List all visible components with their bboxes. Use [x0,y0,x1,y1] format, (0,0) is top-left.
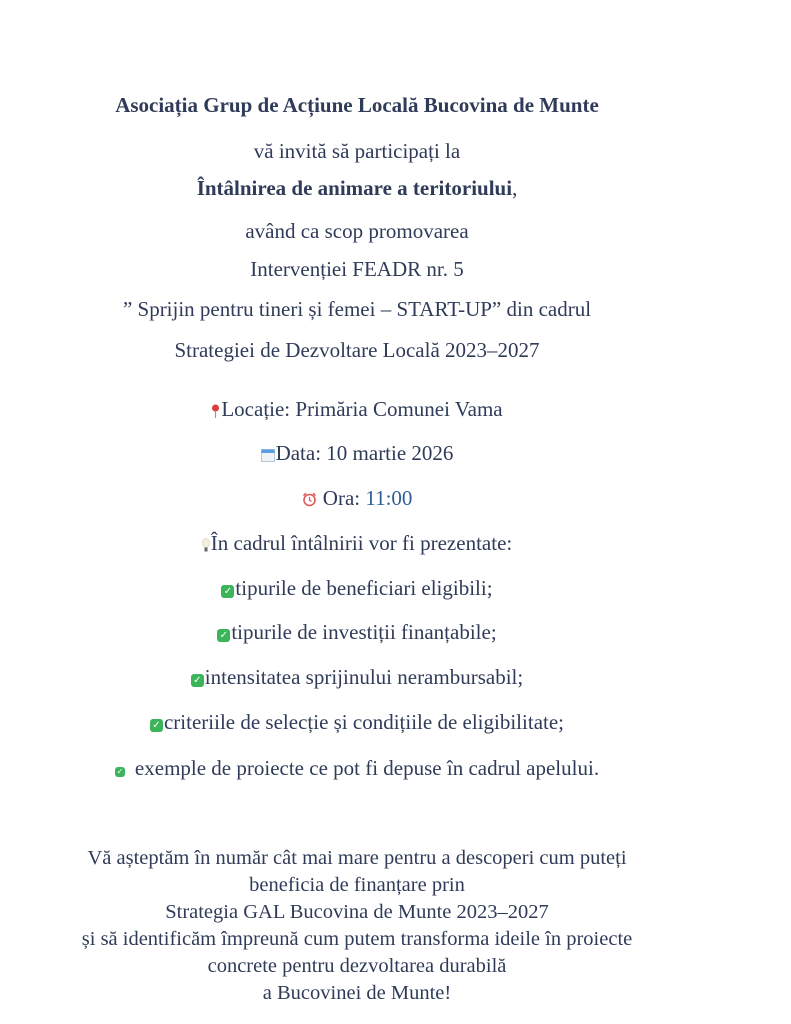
topic-item [0,575,714,601]
date-text: Data: 10 martie 2026 [275,441,454,465]
closing-line: beneficia de finanțare prin [249,874,465,896]
event-title-line [0,175,714,201]
alarm-clock-icon [302,487,317,513]
check-box-icon: ✓ [116,767,124,776]
closing-line: Strategia GAL Bucovina de Munte 2023–2027 [165,901,549,923]
strategy-text: Strategiei de Dezvoltare Locală 2023–2027 [174,338,540,362]
closing-line: concrete pentru dezvoltarea durabilă [207,955,507,977]
closing-line: Vă așteptăm în număr cât mai mare pentru a descoperi cum puteți [87,847,627,869]
calendar-icon [261,442,275,468]
event-title: Întâlnirea de animare a teritoriului [196,176,513,200]
intervention-text: Intervenției FEADR nr. 5 [250,257,464,281]
check-box-icon: ✓ [191,674,204,687]
topic-item [0,709,714,735]
topic-item [0,619,714,645]
closing-line: a Bucovinei de Munte! [262,982,452,1004]
pin-icon [211,398,220,424]
date-line [0,440,714,468]
check-box-icon: ✓ [221,585,234,598]
invite-text: vă invită să participați la [253,139,461,163]
topic-text: tipurile de investiții finanțabile; [231,620,497,644]
topic-text: intensitatea sprijinului nerambursabil; [204,665,524,689]
topic-item [0,664,714,690]
check-box-icon: ✓ [150,719,163,732]
intro-line [0,530,714,558]
time-label: Ora: [322,486,366,510]
lightbulb-icon [202,532,210,558]
check-box-icon: ✓ [217,629,230,642]
closing-line: și să identificăm împreună cum putem transforma ideile în proiecte [81,928,633,950]
topic-text: tipurile de beneficiari eligibili; [235,576,493,600]
intro-text: În cadrul întâlnirii vor fi prezentate: [210,531,513,555]
topic-text: exemple de proiecte ce pot fi depuse în cadrul apelului. [134,756,600,780]
measure-text: ” Sprijin pentru tineri și femei – START-UP” din cadrul [122,297,592,321]
location-text: Locație: Primăria Comunei Vama [221,397,503,421]
event-title-suffix: , [512,176,518,200]
time-value: 11:00 [365,486,413,510]
topic-text: criteriile de selecție și condițiile de eligibilitate; [163,710,564,734]
time-line [0,485,714,513]
location-line [0,396,714,424]
topic-item [0,755,714,781]
organization-name: Asociația Grup de Acțiune Locală Bucovina de Munte [115,93,599,117]
purpose-text: având ca scop promovarea [245,219,469,243]
